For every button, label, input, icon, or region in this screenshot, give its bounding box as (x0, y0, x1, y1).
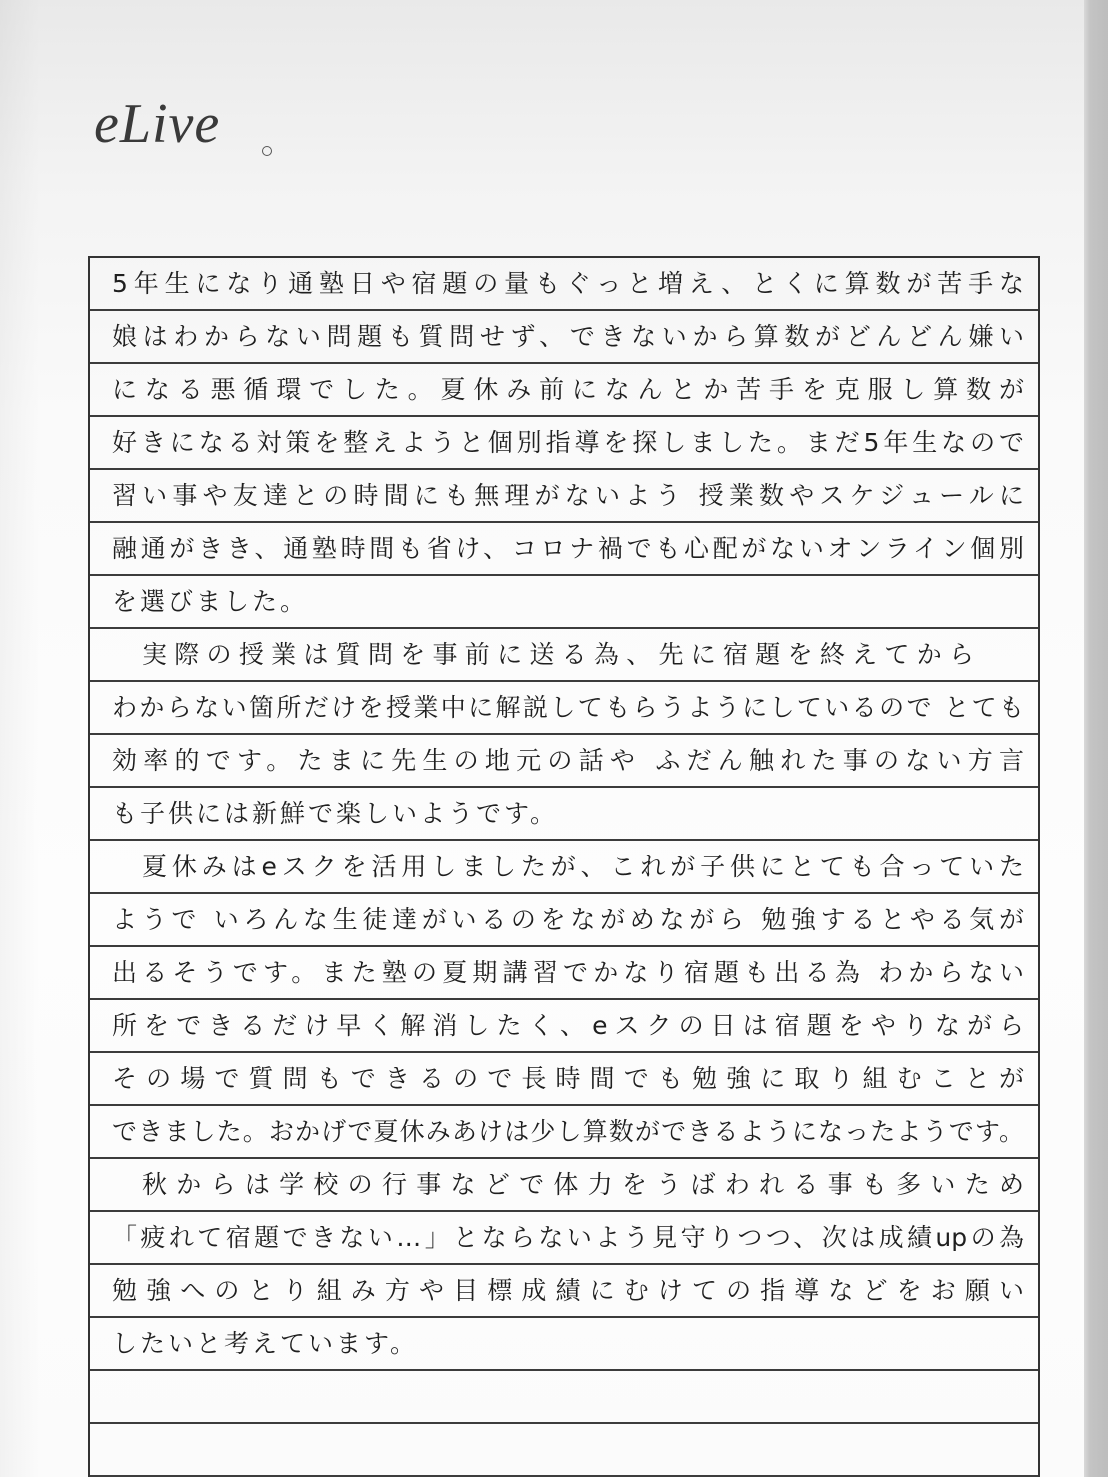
letter-line: 「疲れて宿題できない…」とならないよう見守りつつ、次は成績upの為 (90, 1212, 1038, 1265)
letter-line: 習い事や友達との時間にも無理がないよう 授業数やスケジュールに (90, 470, 1038, 523)
letter-line: 秋からは学校の行事などで体力をうばわれる事も多いため (90, 1159, 1038, 1212)
letter-line: 勉強へのとり組み方や目標成績にむけての指導などをお願い (90, 1265, 1038, 1318)
letter-line: したいと考えています。 (90, 1318, 1038, 1371)
letter-line-empty (90, 1371, 1038, 1424)
letter-line: その場で質問もできるので長時間でも勉強に取り組むことが (90, 1053, 1038, 1106)
letter-line: 効率的です。たまに先生の地元の話や ふだん触れた事のない方言 (90, 735, 1038, 788)
letter-line: を選びました。 (90, 576, 1038, 629)
letter-line: 出るそうです。また塾の夏期講習でかなり宿題も出る為 わからない (90, 947, 1038, 1000)
letter-line: できました。おかげで夏休みあけは少し算数ができるようになったようです。 (90, 1106, 1038, 1159)
letter-line: になる悪循環でした。夏休み前になんとか苦手を克服し算数が (90, 364, 1038, 417)
elive-logo: eLive (94, 93, 221, 155)
paper-shadow (0, 0, 40, 1477)
logo-mark-icon (262, 146, 272, 156)
letter-line: 好きになる対策を整えようと個別指導を探しました。まだ5年生なので (90, 417, 1038, 470)
letter-line: 5年生になり通塾日や宿題の量もぐっと増え、とくに算数が苦手な (90, 258, 1038, 311)
letter-line: ようで いろんな生徒達がいるのをながめながら 勉強するとやる気が (90, 894, 1038, 947)
letter-line: 夏休みはeスクを活用しましたが、これが子供にとても合っていた (90, 841, 1038, 894)
letter-line: 娘はわからない問題も質問せず、できないから算数がどんどん嫌い (90, 311, 1038, 364)
letter-line: 融通がきき、通塾時間も省け、コロナ禍でも心配がないオンライン個別 (90, 523, 1038, 576)
letter-line: も子供には新鮮で楽しいようです。 (90, 788, 1038, 841)
letter-line: 所をできるだけ早く解消したく、eスクの日は宿題をやりながら (90, 1000, 1038, 1053)
letter-line-empty (90, 1424, 1038, 1477)
letter-line: わからない箇所だけを授業中に解説してもらうようにしているので とても (90, 682, 1038, 735)
paper-edge (1084, 0, 1108, 1477)
handwritten-letter (88, 256, 1040, 1477)
letter-line: 実際の授業は質問を事前に送る為、先に宿題を終えてから (90, 629, 1038, 682)
